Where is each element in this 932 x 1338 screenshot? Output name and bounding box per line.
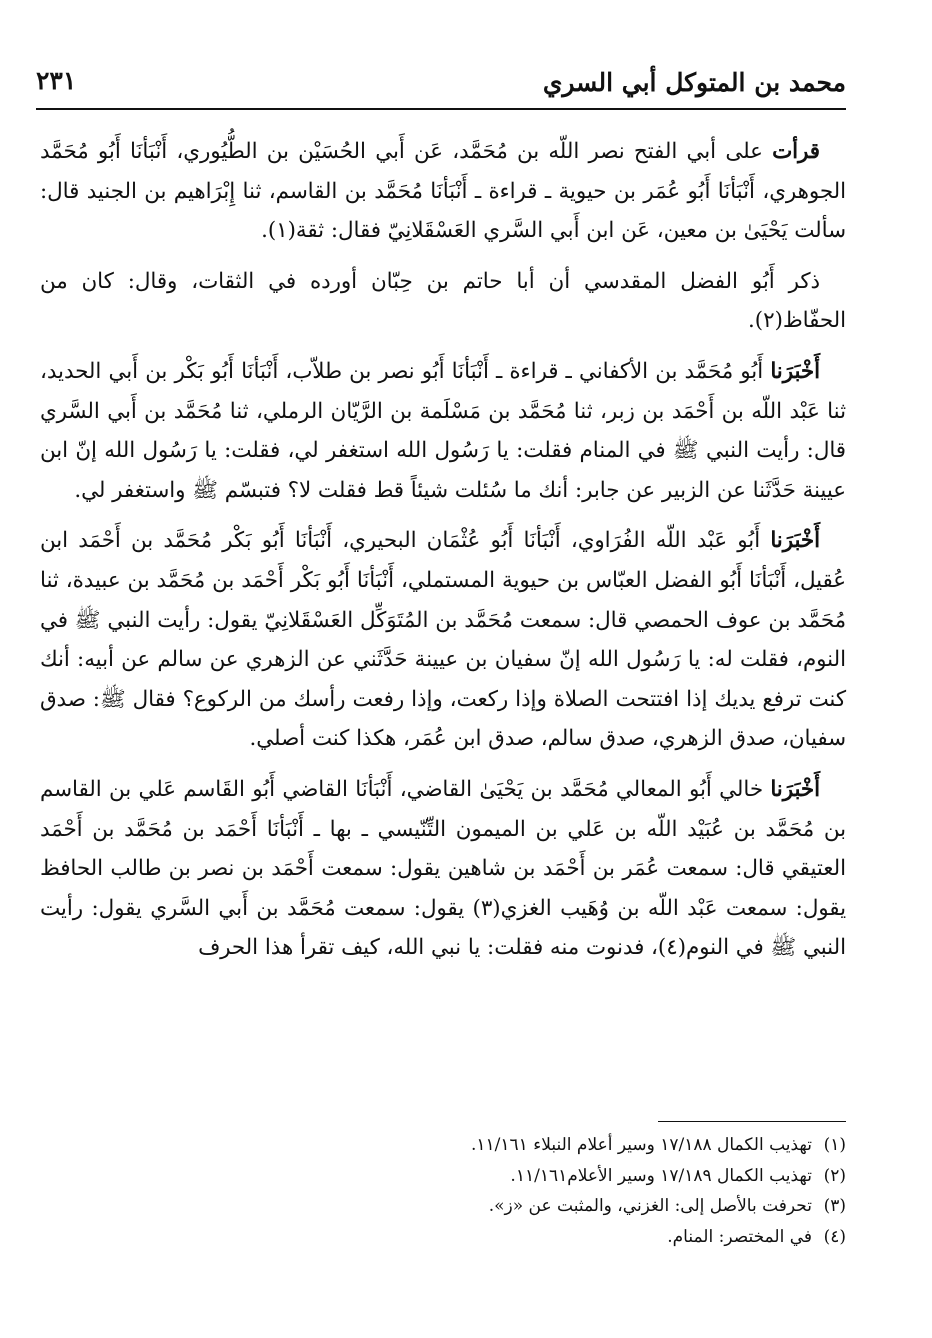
running-title: محمد بن المتوكل أبي السري xyxy=(542,68,846,97)
paragraph-text: على أبي الفتح نصر اللّه بن مُحَمَّد، عَن أَبي الحُسَيْن بن الطُّيُوري، أَنْبَأنَا أَبُو مُحَمَّد الجوهري، أَنْبَأنَا أَبُو عُمَر بن حيوية ـ قراءة ـ أَنْبَأنَا مُحَمَّد بن القاسم، ثنا إِبْرَاهيم بن الجنيد قال: سألت يَحْيَىٰ بن معين، عَن ابن أَبي السَّري العَسْقَلانِيّ فقال: ثقة(١). xyxy=(40,139,846,244)
footnote-number: (١) xyxy=(823,1135,846,1155)
footnote-text: في المختصر: المنام. xyxy=(667,1226,812,1247)
footnote xyxy=(166,1191,846,1222)
footnote-text: تهذيب الكمال ١٧/١٨٩ وسير الأعلام١١/١٦١. xyxy=(510,1165,812,1186)
paragraph-lead: أَخْبَرَنا xyxy=(770,528,820,554)
footnote xyxy=(166,1161,846,1192)
paragraph-lead: قرأت xyxy=(772,139,820,164)
paragraph-text: ذكر أَبُو الفضل المقدسي أن أبا حاتم بن حِبّان أورده في الثقات، وقال: كان من الحفّاظ(٢). xyxy=(40,268,846,334)
footnote-text: تهذيب الكمال ١٧/١٨٨ وسير أعلام النبلاء ١١/١٦١. xyxy=(471,1135,812,1155)
page-header xyxy=(36,60,846,110)
paragraph-text: أَبُو عَبْد اللّه الفُرَاوي، أَنْبَأنَا أَبُو عُثْمَان البحيري، أَنْبَأنَا أَبُو بَكْر مُحَمَّد بن أَحْمَد ابن عُقيل، أَنْبَأنَا أَبُو الفضل العبّاس بن حيوية المستملي، أَنْبَأنَا أَبُو بَكْر أَحْمَد بن مُحَمَّد بن عبيدة، ثنا مُحَمَّد بن عوف الحمصي قال: سمعت مُحَمَّد بن المُتَوَكِّل العَسْقَلانِيّ يقول: رأيت النبي ﷺ في النوم، فقلت له: يا رَسُول الله إنّ سفيان بن عيينة حَدَّثَني عن الزهري عن سالم عن أبيه: أنك كنت ترفع يديك إذا افتتحت الصلاة وإذا ركعت، وإذا رفعت رأسك من الركوع؟ فقال ﷺ: صدق سفيان، صدق الزهري، صدق سالم، صدق ابن عُمَر، هكذا كنت أصلي. xyxy=(40,528,846,752)
footnote xyxy=(166,1222,846,1253)
paragraph-text: خالي أَبُو المعالي مُحَمَّد بن يَحْيَىٰ القاضي، أَنْبَأنَا القاضي أَبُو القَاسم عَلي بن القاسم بن مُحَمَّد بن عُبَيْد اللّه بن عَلي بن الميمون التِّنّيسي ـ بها ـ أَنْبَأنَا أَحْمَد بن مُحَمَّد بن أَحْمَد العتيقي قال: سمعت عُمَر بن أَحْمَد بن شاهين يقول: سمعت أَحْمَد بن نصر بن طالب الحافظ يقول: سمعت عَبْد اللّه بن وُهَيب الغزي(٣) يقول: سمعت مُحَمَّد بن أَبي السَّري يقول: رأيت النبي ﷺ في النوم(٤)، فدنوت منه فقلت: يا نبي الله، كيف تقرأ هذا الحرف xyxy=(40,776,847,961)
paragraph-5 xyxy=(40,770,846,968)
page-number: ٢٣١ xyxy=(36,66,77,95)
footnote xyxy=(166,1130,846,1161)
footnote-divider xyxy=(658,1121,846,1122)
paragraph-2 xyxy=(40,262,846,341)
paragraph-lead: أَخْبَرَنا xyxy=(770,358,820,384)
main-text xyxy=(40,132,846,979)
paragraph-text: أَبُو مُحَمَّد بن الأكفاني ـ قراءة ـ أَنْبَأنَا أَبُو نصر بن طلاّب، أَنْبَأنَا أَبُو بَكْر بن أَبي الحديد، ثنا عَبْد اللّه بن أَحْمَد بن زبر، ثنا مُحَمَّد بن مَسْلَمة بن الرَّيّان الرملي، ثنا مُحَمَّد بن أَبي السَّري قال: رأيت النبي ﷺ في المنام فقلت: يا رَسُول الله استغفر لي، فقلت: يا رَسُول الله إنّ ابن عيينة حَدَّثَنا عن الزبير عن جابر: أنك ما سُئلت شيئاً قط فقلت لا؟ فتبسّم ﷺ واستغفر لي. xyxy=(40,358,846,503)
paragraph-1 xyxy=(40,132,846,251)
footnote-number: (٤) xyxy=(823,1226,846,1247)
paragraph-3 xyxy=(40,352,846,510)
paragraph-lead: أَخْبَرَنا xyxy=(770,776,820,802)
footnote-number: (٣) xyxy=(823,1196,846,1216)
footnote-text: تحرفت بالأصل إلى: الغزني، والمثبت عن «ز». xyxy=(488,1196,812,1216)
footnotes xyxy=(166,1130,846,1252)
footnote-number: (٢) xyxy=(823,1165,846,1186)
paragraph-4 xyxy=(40,521,846,759)
